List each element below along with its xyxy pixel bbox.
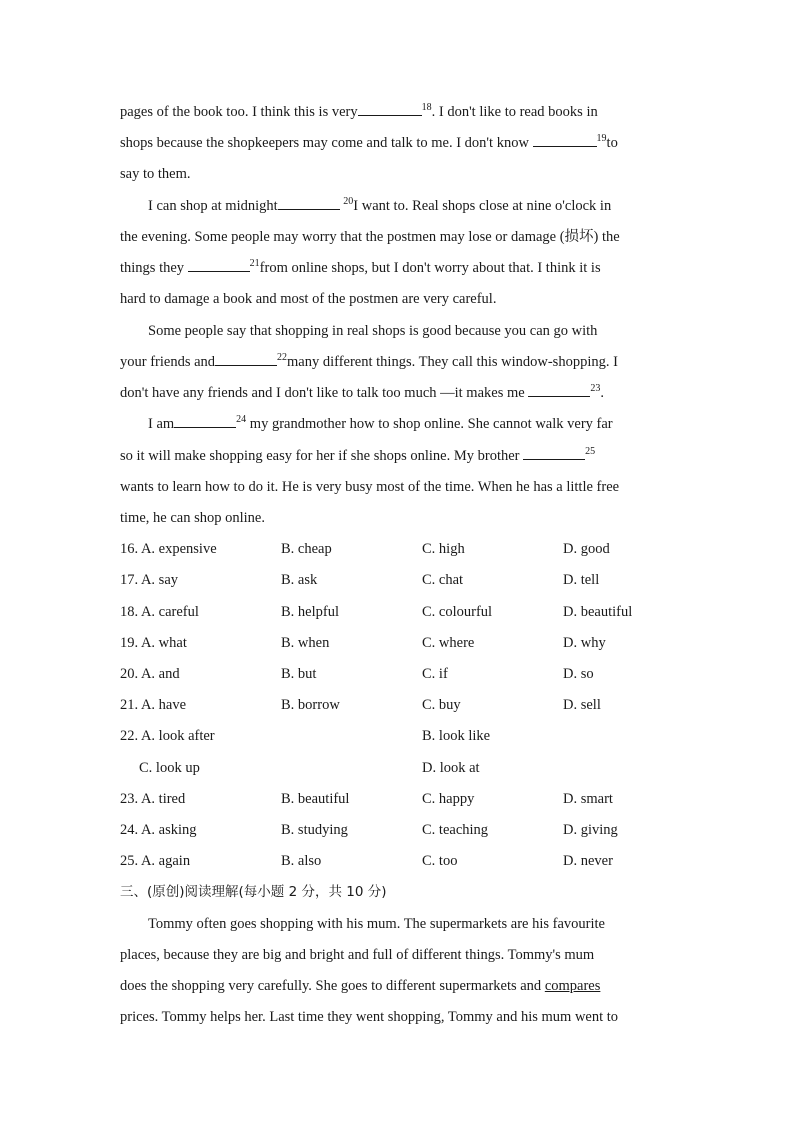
option-a[interactable]: 19. A. what xyxy=(120,635,187,651)
passage-line xyxy=(148,321,672,341)
text: places, because they are big and bright and full of different things. Tommy's mum xyxy=(120,947,595,963)
blank-number: 23 xyxy=(590,383,601,394)
passage-line xyxy=(120,133,672,153)
passage-line xyxy=(120,976,672,996)
option-b[interactable]: B. cheap xyxy=(281,541,332,557)
question-17-options xyxy=(120,570,680,590)
option-d[interactable]: D. tell xyxy=(563,572,600,588)
question-25-options xyxy=(120,851,680,871)
option-d[interactable]: D. good xyxy=(563,541,610,557)
passage-line xyxy=(120,289,672,309)
question-20-options xyxy=(120,664,680,684)
question-24-options xyxy=(120,820,680,840)
option-a[interactable]: 16. A. expensive xyxy=(120,541,217,557)
blank-19 xyxy=(533,133,597,147)
text: hard to damage a book and most of the postmen are very careful. xyxy=(120,291,497,307)
option-b[interactable]: B. but xyxy=(281,666,317,682)
text: wants to learn how to do it. He is very busy most of the time. When he has a little free xyxy=(120,479,620,495)
text: your friends and xyxy=(120,354,216,370)
text: does the shopping very carefully. She goes to different supermarkets and xyxy=(120,978,542,994)
question-23-options xyxy=(120,789,680,809)
text: prices. Tommy helps her. Last time they went shopping, Tommy and his mum went to xyxy=(120,1009,619,1025)
passage-line xyxy=(120,164,672,184)
question-21-options xyxy=(120,695,680,715)
option-b[interactable]: B. beautiful xyxy=(281,791,350,807)
passage-line xyxy=(120,945,672,965)
option-b[interactable]: B. ask xyxy=(281,572,318,588)
option-b[interactable]: B. studying xyxy=(281,822,348,838)
option-d[interactable]: D. look at xyxy=(422,760,480,776)
blank-number: 21 xyxy=(249,258,260,269)
option-b[interactable]: B. also xyxy=(281,853,322,869)
text: pages of the book too. I think this is very xyxy=(120,104,358,120)
text: Tommy often goes shopping with his mum. The supermarkets are his favourite xyxy=(148,916,605,932)
blank-20 xyxy=(278,196,340,210)
option-c[interactable]: C. where xyxy=(422,635,475,651)
option-a[interactable]: 18. A. careful xyxy=(120,604,199,620)
passage-line xyxy=(120,477,672,497)
option-d[interactable]: D. giving xyxy=(563,822,618,838)
option-c[interactable]: C. too xyxy=(422,853,458,869)
passage-line xyxy=(148,196,672,216)
option-a[interactable]: 17. A. say xyxy=(120,572,178,588)
text: Some people say that shopping in real shops is good because you can go with xyxy=(148,323,598,339)
option-c[interactable]: C. chat xyxy=(422,572,464,588)
blank-number: 18 xyxy=(421,102,432,113)
option-c[interactable]: C. if xyxy=(422,666,448,682)
text: shops because the shopkeepers may come and talk to me. I don't know xyxy=(120,135,529,151)
question-22-options-row2 xyxy=(120,758,680,778)
option-c[interactable]: C. buy xyxy=(422,697,461,713)
option-a[interactable]: 22. A. look after xyxy=(120,728,215,744)
option-a[interactable]: 23. A. tired xyxy=(120,791,186,807)
blank-number: 19 xyxy=(596,133,607,144)
passage-line xyxy=(120,446,672,466)
option-c[interactable]: C. happy xyxy=(422,791,475,807)
question-22-options-row1 xyxy=(120,726,680,746)
question-18-options xyxy=(120,602,680,622)
option-d[interactable]: D. so xyxy=(563,666,594,682)
text: say to them. xyxy=(120,166,191,182)
option-a[interactable]: 25. A. again xyxy=(120,853,191,869)
passage-line xyxy=(148,414,672,434)
passage-line xyxy=(120,1007,672,1027)
text: . I don't like to read books in xyxy=(431,104,598,120)
text: so it will make shopping easy for her if she shops online. My brother xyxy=(120,448,520,464)
question-19-options xyxy=(120,633,680,653)
text: . xyxy=(600,385,604,401)
section-heading: 三、(原创)阅读理解(每小题 2 分，共 10 分) xyxy=(120,884,387,900)
option-b[interactable]: B. borrow xyxy=(281,697,340,713)
text: many different things. They call this window-shopping. I xyxy=(287,354,618,370)
passage-line xyxy=(120,508,672,528)
option-b[interactable]: B. helpful xyxy=(281,604,339,620)
option-a[interactable]: 20. A. and xyxy=(120,666,180,682)
passage-line xyxy=(120,102,672,122)
blank-number: 22 xyxy=(277,352,288,363)
text: I want to. Real shops close at nine o'clock in xyxy=(353,198,612,214)
passage-line xyxy=(120,227,672,247)
blank-number: 25 xyxy=(585,446,596,457)
text: don't have any friends and I don't like to talk too much —it makes me xyxy=(120,385,525,401)
option-d[interactable]: D. never xyxy=(563,853,613,869)
option-b[interactable]: B. look like xyxy=(422,728,491,744)
option-d[interactable]: D. smart xyxy=(563,791,613,807)
blank-21 xyxy=(188,258,250,272)
option-c[interactable]: C. teaching xyxy=(422,822,489,838)
blank-number: 24 xyxy=(236,414,247,425)
blank-22 xyxy=(215,352,277,366)
option-d[interactable]: D. sell xyxy=(563,697,601,713)
text: things they xyxy=(120,260,185,276)
option-d[interactable]: D. why xyxy=(563,635,606,651)
blank-25 xyxy=(523,446,585,460)
blank-18 xyxy=(358,102,422,116)
underlined-word: compares xyxy=(544,978,601,994)
text: the evening. Some people may worry that the postmen may lose or damage (损坏) the xyxy=(120,229,620,245)
text: I am xyxy=(148,416,175,432)
option-b[interactable]: B. when xyxy=(281,635,330,651)
option-c[interactable]: C. high xyxy=(422,541,465,557)
text: time, he can shop online. xyxy=(120,510,265,526)
text: I can shop at midnight xyxy=(148,198,278,214)
question-16-options xyxy=(120,539,680,559)
blank-number: 20 xyxy=(343,196,354,207)
option-a[interactable]: 24. A. asking xyxy=(120,822,197,838)
option-c[interactable]: C. colourful xyxy=(422,604,493,620)
option-c[interactable]: C. look up xyxy=(139,760,200,776)
text: my grandmother how to shop online. She cannot walk very far xyxy=(249,416,613,432)
text: to xyxy=(606,135,618,151)
text: from online shops, but I don't worry about that. I think it is xyxy=(259,260,601,276)
passage-line xyxy=(120,352,672,372)
blank-23 xyxy=(528,383,590,397)
passage-line xyxy=(120,383,672,403)
passage-line xyxy=(148,914,672,934)
passage-line xyxy=(120,258,672,278)
option-a[interactable]: 21. A. have xyxy=(120,697,187,713)
blank-24 xyxy=(174,414,236,428)
option-d[interactable]: D. beautiful xyxy=(563,604,633,620)
